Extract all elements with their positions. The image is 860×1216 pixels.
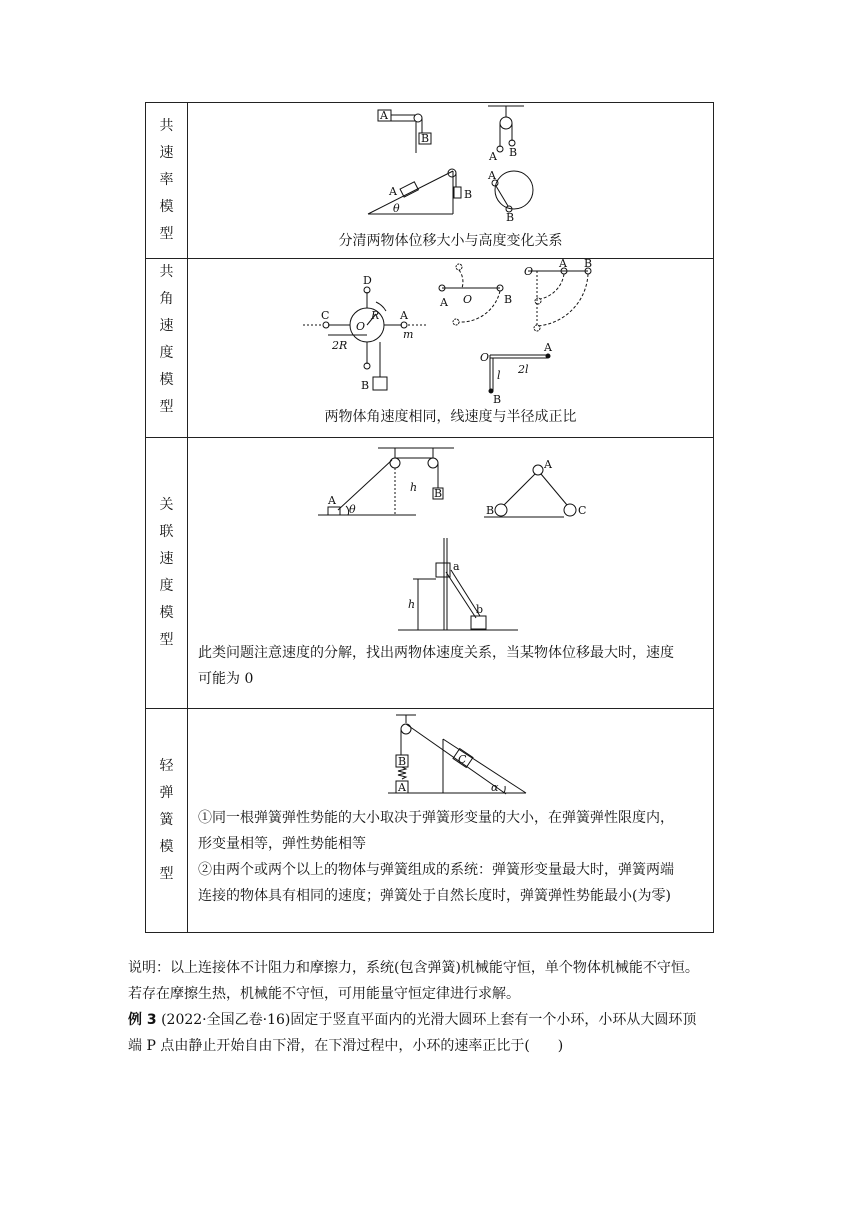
figure-label: α: [491, 781, 499, 794]
figure-label: A: [559, 259, 567, 270]
ball-c: [564, 504, 576, 516]
row-text: [188, 640, 713, 692]
figure-label: D: [363, 274, 372, 287]
figure-label: O: [524, 265, 534, 278]
spring-figure: [188, 709, 715, 805]
row-label-char: 轻: [159, 758, 174, 774]
figure-label: O: [356, 320, 366, 333]
row-label-char: 模: [159, 839, 174, 855]
connected-body-models-table: [145, 102, 714, 933]
figure-label: B: [486, 504, 495, 517]
row-caption: 两物体角速度相同，线速度与半径成正比: [324, 409, 577, 425]
row-label-char: 模: [159, 199, 174, 215]
figure-label: a: [453, 560, 460, 573]
table-row: [146, 259, 714, 438]
figure-label: B: [509, 146, 518, 159]
example-line: 端 P 点由静止开始自由下滑，在下滑过程中，小环的速率正比于( ): [128, 1038, 564, 1054]
figure-label: A: [489, 150, 497, 163]
figure-label: m: [403, 328, 414, 341]
row-label-char: 型: [159, 226, 174, 242]
figure-label: B: [504, 293, 513, 306]
figure-label: A: [389, 185, 397, 198]
figure-label: O: [463, 293, 473, 306]
row-label-char: 簧: [159, 812, 174, 828]
example-label: 例 3: [128, 1012, 157, 1028]
figure-label: A: [544, 458, 552, 471]
figure-label: B: [434, 487, 443, 500]
figure-label: A: [328, 494, 336, 507]
row-text-line: ②由两个或两个以上的物体与弹簧组成的系统：弹簧形变量最大时，弹簧两端: [198, 862, 674, 878]
row-label-char: 度: [159, 578, 174, 594]
row-caption: 分清两物体位移大小与高度变化关系: [338, 233, 563, 249]
block-b-slider: [471, 616, 486, 629]
row-label-cell: [146, 438, 188, 709]
row-label-char: 共: [159, 264, 174, 280]
figure-label: A: [398, 781, 406, 794]
figure-label: B: [464, 188, 473, 201]
row-label-char: 型: [159, 866, 174, 882]
figure-label: A: [400, 309, 408, 322]
row-label-char: 速: [159, 145, 174, 161]
figure-label: B: [361, 379, 370, 392]
explanation-note: [128, 955, 738, 1059]
note-line: 若存在摩擦生热，机械能不守恒，可用能量守恒定律进行求解。: [128, 986, 520, 1002]
related-velocity-figures: [188, 438, 715, 640]
block-b: [373, 377, 387, 390]
same-speed-figures: [188, 103, 715, 231]
figure-label: B: [584, 259, 593, 270]
row-label-cell: [146, 259, 188, 438]
pulley-left: [390, 458, 400, 468]
row-label-cell: [146, 103, 188, 259]
table-row: [146, 709, 714, 933]
row-label-char: 共: [159, 118, 174, 134]
figure-label: l: [497, 369, 501, 382]
figure-label: B: [421, 132, 430, 145]
row-text-line: 形变量相等，弹性势能相等: [198, 836, 366, 852]
example-text: (2022·全国乙卷·16)固定于竖直平面内的光滑大圆环上套有一个小环，小环从大圆环顶: [161, 1012, 697, 1028]
figure-label: A: [380, 109, 388, 122]
figure-label: A: [544, 341, 552, 354]
block-b-hanging: [454, 187, 461, 198]
ball-a: [533, 465, 543, 475]
pulley: [401, 724, 411, 734]
figure-label: B: [506, 211, 515, 224]
row-content-cell: [188, 259, 714, 438]
figure-label: A: [488, 169, 496, 182]
row-content-cell: [188, 103, 714, 259]
row-label-char: 关: [159, 497, 174, 513]
row-label-char: 型: [159, 632, 174, 648]
figure-label: θ: [393, 202, 400, 215]
figure-label: R: [371, 309, 380, 322]
figure-label: 2l: [518, 363, 529, 376]
row-label-char: 弹: [159, 785, 174, 801]
figure-label: b: [476, 603, 484, 616]
figure-label: C: [321, 309, 330, 322]
figure-label: C: [578, 504, 587, 517]
block-a: [328, 507, 340, 515]
figure-label: h: [408, 598, 416, 611]
row-label-char: 率: [159, 172, 174, 188]
row-text-line: 连接的物体具有相同的速度；弹簧处于自然长度时，弹簧弹性势能最小(为零): [198, 888, 671, 904]
figure-label: 2R: [332, 339, 348, 352]
ring: [495, 171, 533, 209]
row-text: [188, 805, 713, 909]
figure-label: A: [440, 296, 448, 309]
pulley: [500, 117, 512, 129]
figure-label: h: [410, 481, 418, 494]
figure-label: B: [398, 755, 407, 768]
ball-b: [495, 504, 507, 516]
row-content-cell: [188, 709, 714, 933]
row-text-line: ①同一根弹簧弹性势能的大小取决于弹簧形变量的大小，在弹簧弹性限度内，: [198, 810, 674, 826]
row-text-line: 此类问题注意速度的分解，找出两物体速度关系，当某物体位移最大时，速度: [198, 645, 674, 661]
row-label-char: 联: [159, 524, 174, 540]
row-text-line: 可能为 0: [198, 671, 254, 687]
table-row: [146, 438, 714, 709]
row-label-char: 模: [159, 605, 174, 621]
row-label-char: 型: [159, 399, 174, 415]
pulley: [414, 114, 422, 122]
row-label-char: 模: [159, 372, 174, 388]
row-content-cell: [188, 438, 714, 709]
note-line: 说明：以上连接体不计阻力和摩擦力，系统(包含弹簧)机械能守恒，单个物体机械能不守恒。: [128, 960, 699, 976]
row-label-char: 度: [159, 345, 174, 361]
row-label-char: 速: [159, 551, 174, 567]
figure-label: B: [493, 393, 502, 406]
pulley-right: [428, 458, 438, 468]
figure-label: θ: [349, 503, 356, 516]
row-label-cell: [146, 709, 188, 933]
same-angular-velocity-figures: [188, 259, 715, 407]
figure-label: O: [480, 351, 490, 364]
figure-label: C: [458, 753, 467, 766]
table-row: [146, 103, 714, 259]
row-label-char: 速: [159, 318, 174, 334]
row-label-char: 角: [159, 291, 174, 307]
example-line: [128, 1007, 738, 1033]
